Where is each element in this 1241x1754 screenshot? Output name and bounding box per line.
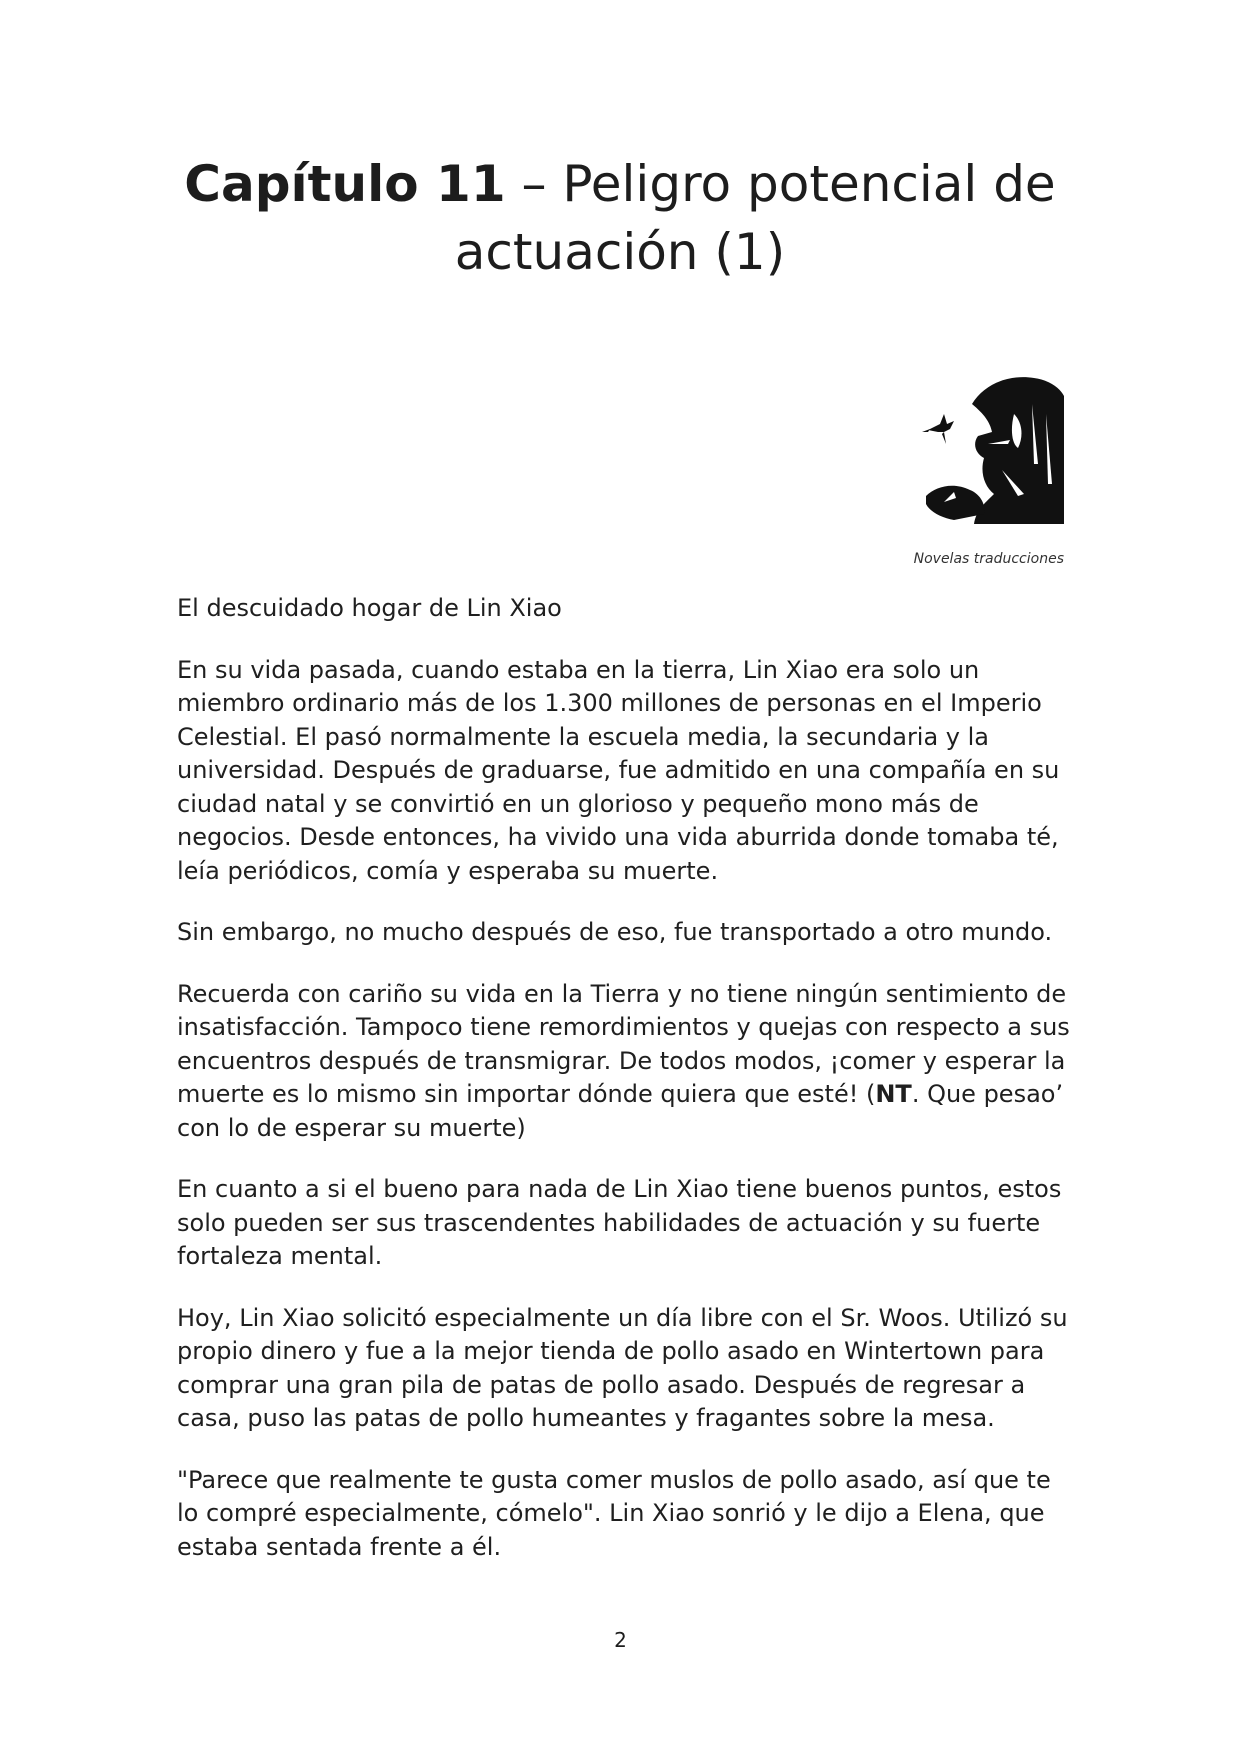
hooded-figure-with-hummingbird-logo [914,374,1064,524]
chapter-title-line2: actuación (1) [454,223,786,281]
logo-caption: Novelas traducciones [913,551,1064,567]
hummingbird-icon [922,414,954,444]
paragraph-3-note: . Que pesao’ con lo de esperar su muerte) [177,1080,1064,1142]
paragraph-4: En cuanto a si el bueno para nada de Lin Xiao tiene buenos puntos, estos solo pueden ser sus trascendentes habilidades de actuación y su fuerte fortaleza mental. [177,1175,1062,1270]
paragraph-6: "Parece que realmente te gusta comer muslos de pollo asado, así que te lo compré especialmente, cómelo". Lin Xiao sonrió y le dijo a Elena, que estaba sentada frente a él. [177,1465,1051,1561]
hooded-figure-icon [926,377,1064,524]
paragraph-3 [177,978,1077,1146]
translator-note-tag: NT [875,1080,912,1108]
chapter-title-bold: Capítulo 11 [184,155,506,213]
section-subtitle: El descuidado hogar de Lin Xiao [177,594,562,622]
page-number: 2 [614,1628,627,1652]
paragraph-2: Sin embargo, no mucho después de eso, fue transportado a otro mundo. [177,918,1053,946]
paragraph-1: En su vida pasada, cuando estaba en la tierra, Lin Xiao era solo un miembro ordinario más de los 1.300 millones de personas en el Imperio Celestial. El pasó normalmente la escuela media, la secundaria y la universidad. Después de graduarse, fue admitido en una compañía en su ciudad natal y se convirtió en un glorioso y pequeño mono más de negocios. Desde entonces, ha vivido una vida aburrida donde tomaba té, leía periódicos, comía y esperaba su muerte. [177,655,1060,885]
paragraph-5: Hoy, Lin Xiao solicitó especialmente un día libre con el Sr. Woos. Utilizó su propio dinero y fue a la mejor tienda de pollo asado en Wintertown para comprar una gran pila de patas de pollo asado. Después de regresar a casa, puso las patas de pollo humeantes y fragantes sobre la mesa. [177,1303,1068,1432]
chapter-title-rest: – Peligro potencial de [505,155,1056,213]
paragraph-3-text: Recuerda con cariño su vida en la Tierra y no tiene ningún sentimiento de insatisfacción. Tampoco tiene remordimientos y quejas con respecto a sus encuentros después de transmigrar. De todos modos, ¡comer y esperar la muerte es lo mismo sin importar dónde quiera que esté! ( [177,979,1070,1108]
chapter-body [177,592,1077,1592]
chapter-title [170,150,1070,286]
